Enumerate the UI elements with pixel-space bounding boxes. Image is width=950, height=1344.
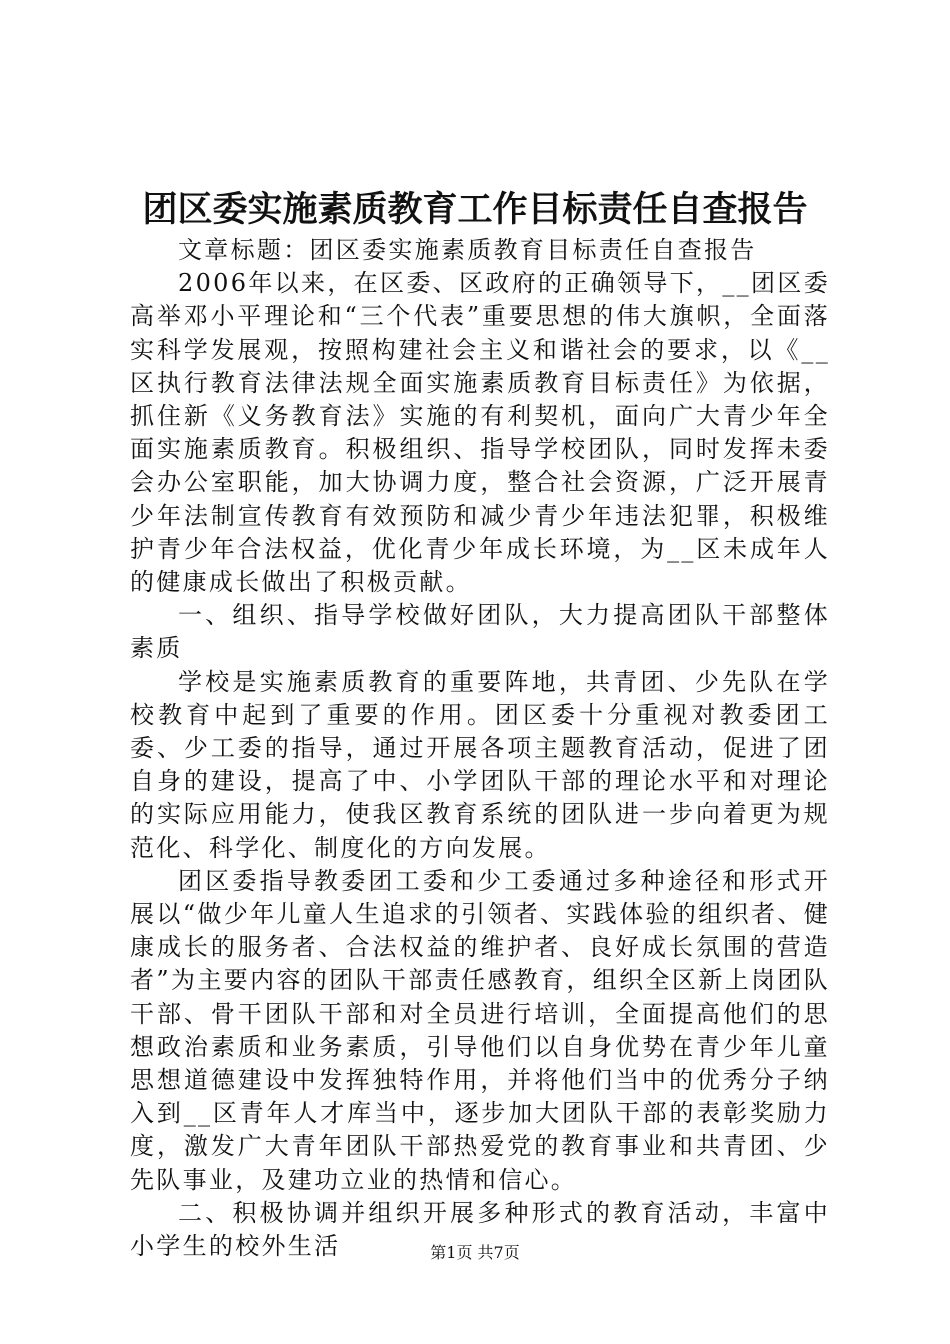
paragraph-section-1-a: 学校是实施素质教育的重要阵地，共青团、少先队在学校教育中起到了重要的作用。团区委十分重视对教委团工委、少工委的指导，通过开展各项主题教育活动，促进了团自身的建设，提高了中、小学团队干部的理论水平和对理论的实际应用能力，使我区教育系统的团队进一步向着更为规范化、科学化、制度化的方向发展。 [130, 667, 830, 862]
section-heading-2: 二、积极协调并组织开展多种形式的教育活动，丰富中小学生的校外生活 [130, 1198, 830, 1261]
document-title: 团区委实施素质教育工作目标责任自查报告 [142, 190, 808, 230]
page-footer: 第1页 共7页 [430, 1243, 520, 1262]
section-heading-1: 一、组织、指导学校做好团队，大力提高团队干部整体素质 [130, 601, 830, 663]
paragraph-intro: 2006年以来，在区委、区政府的正确领导下，__团区委高举邓小平理论和“三个代表”重要思想的伟大旗帜，全面落实科学发展观，按照构建社会主义和谐社会的要求，以《__区执行教育法律法规全面实施素质教育目标责任》为依据，抓住新《义务教育法》实施的有利契机，面向广大青少年全面实施素质教育。积极组织、指导学校团队，同时发挥未委会办公室职能，加大协调力度，整合社会资源，广泛开展青少年法制宣传教育有效预防和减少青少年违法犯罪，积极维护青少年合法权益，优化青少年成长环境，为__区未成年人的健康成长做出了积极贡献。 [130, 269, 830, 597]
paragraph-section-1-b: 团区委指导教委团工委和少工委通过多种途径和形式开展以“做少年儿童人生追求的引领者、实践体验的组织者、健康成长的服务者、合法权益的维护者、良好成长氛围的营造者”为主要内容的团队干部责任感教育，组织全区新上岗团队干部、骨干团队干部和对全员进行培训，全面提高他们的思想政治素质和业务素质，引导他们以自身优势在青少年儿童思想道德建设中发挥独特作用，并将他们当中的优秀分子纳入到__区青年人才库当中，逐步加大团队干部的表彰奖励力度，激发广大青年团队干部热爱党的教育事业和共青团、少先队事业，及建功立业的热情和信心。 [130, 866, 830, 1194]
document-body [130, 234, 830, 1263]
paragraph-article-title: 文章标题：团区委实施素质教育目标责任自查报告 [178, 236, 757, 264]
